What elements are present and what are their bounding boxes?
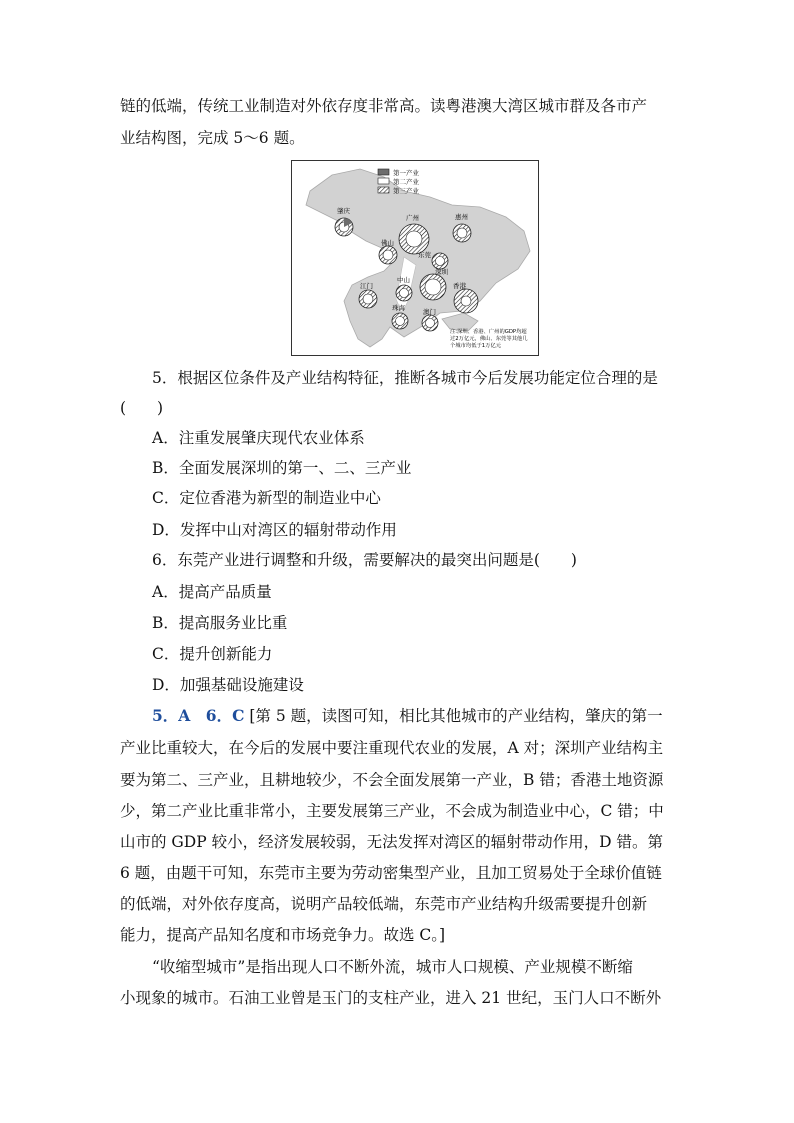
city-label-huizhou: 惠州 [455,213,468,221]
note-line-1: 注:深圳、香港、广州的GDP均超 [450,329,527,335]
q6-stem: 6．东莞产业进行调整和升级，需要解决的最突出问题是( ) [152,551,577,569]
answer-line-3: 要为第二、三产业，且耕地较少，不会全面发展第一产业，B 错；香港土地资源 [120,771,664,789]
q5-answer-paren: ( ) [120,399,164,417]
answer-line-6: 6 题，由题干可知，东莞市主要为劳动密集型产业，且加工贸易处于全球价值链 [120,864,662,882]
note-line-2: 过2万亿元，佛山、东莞等其他几 [450,336,528,342]
q6-option-a: A．提高产品质量 [152,583,272,601]
city-macao [422,307,438,331]
answer-line-1: [第 5 题，读图可知，相比其他城市的产业结构，肇庆的第一 [249,707,663,725]
city-label-zhaoqing: 肇庆 [337,207,350,215]
answer-line-2: 产业比重较大，在今后的发展中要注重现代农业的发展，A 对；深圳产业结构主 [120,739,664,757]
legend-swatch-primary [378,169,389,175]
note-line-3: 个城市均低于1万亿元 [450,343,502,349]
city-label-hongkong: 香港 [453,282,466,290]
city-label-foshan: 佛山 [381,239,394,247]
q5-option-d: D．发挥中山对湾区的辐射带动作用 [152,521,397,539]
q5-option-b: B．全面发展深圳的第一、二、三产业 [152,459,412,477]
answer-first-line [152,706,663,726]
answer-line-4: 少，第二产业比重非常小，主要发展第三产业，不会成为制造业中心，C 错；中 [120,802,664,820]
q5-stem: 5．根据区位条件及产业结构特征，推断各城市今后发展功能定位合理的是 [152,369,658,387]
legend [378,168,420,195]
next-passage-line-1: “收缩型城市”是指出现人口不断外流，城市人口规模、产业规模不断缩 [152,958,633,976]
city-label-zhuhai: 珠海 [392,304,405,312]
city-label-zhongshan: 中山 [397,276,410,284]
city-zhongshan [396,275,412,301]
bay-area-map [292,161,538,355]
legend-label-primary: 第一产业 [393,169,419,177]
q6-option-c: C．提升创新能力 [152,645,273,663]
city-label-jiangmen: 江门 [360,282,373,290]
answer-line-7: 的低端，对外依存度高，说明产品较低端，东莞市产业结构升级需要提升创新 [120,895,648,913]
intro-line-1: 链的低端，传统工业制造对外依存度非常高。读粤港澳大湾区城市群及各市产 [120,97,648,115]
city-label-dongguan: 东莞 [418,251,431,259]
legend-swatch-secondary [378,178,389,184]
answer-key: 5．A 6．C [152,706,245,725]
legend-label-tertiary: 第三产业 [393,187,419,195]
city-label-macao: 澳门 [423,308,436,316]
answer-line-8: 能力，提高产品知名度和市场竞争力。故选 C。] [120,926,446,944]
q6-option-b: B．提高服务业比重 [152,614,288,632]
city-label-guangzhou: 广州 [406,214,419,222]
q5-option-a: A．注重发展肇庆现代农业体系 [152,429,365,447]
answer-line-5: 山市的 GDP 较小，经济发展较弱，无法发挥对湾区的辐射带动作用，D 错。第 [120,833,663,851]
legend-label-secondary: 第二产业 [393,178,419,186]
intro-line-2: 业结构图，完成 5～6 题。 [120,129,305,147]
q6-option-d: D．加强基础设施建设 [152,676,304,694]
city-label-shenzhen: 深圳 [435,268,448,276]
bay-area-figure [291,160,539,356]
q5-option-c: C．定位香港为新型的制造业中心 [152,489,381,507]
next-passage-line-2: 小现象的城市。石油工业曾是玉门的支柱产业，进入 21 世纪，玉门人口不断外 [120,989,662,1007]
figure-note [450,327,528,349]
legend-swatch-tertiary [378,187,389,193]
